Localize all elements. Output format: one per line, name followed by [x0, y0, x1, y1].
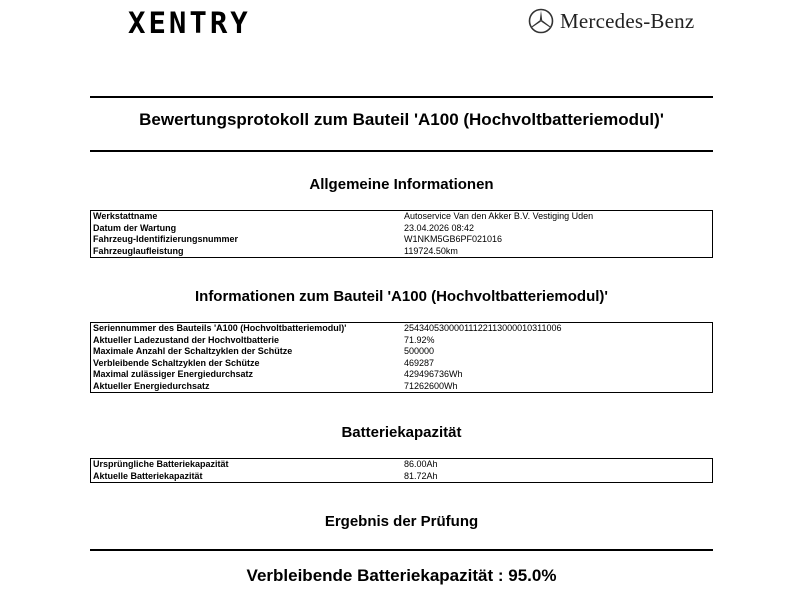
- table-row: [91, 323, 713, 335]
- row-label: Aktuelle Batteriekapazität: [93, 470, 203, 481]
- table-row: [91, 346, 713, 358]
- row-label: Aktueller Ladezustand der Hochvoltbatterie: [93, 334, 280, 345]
- row-value: Autoservice Van den Akker B.V. Vestiging Uden: [404, 211, 594, 221]
- section-title-result: Ergebnis der Prüfung: [324, 513, 479, 530]
- divider-title-bottom: [90, 150, 713, 152]
- table-row: [91, 335, 713, 347]
- result-summary: Verbleibende Batteriekapazität : 95.0%: [246, 566, 557, 585]
- document-title: Bewertungsprotokoll zum Bauteil 'A100 (Hochvoltbatteriemodul)': [139, 110, 664, 129]
- table-row: [91, 459, 713, 471]
- row-label: Fahrzeug-Identifizierungsnummer: [93, 234, 239, 244]
- row-value: 86.00Ah: [404, 459, 438, 469]
- row-value: 71.92%: [404, 334, 435, 345]
- table-row: [91, 358, 713, 370]
- table-row: [91, 246, 713, 258]
- row-value: 119724.50km: [404, 245, 458, 256]
- row-label: Datum der Wartung: [93, 222, 177, 233]
- general-info-table: [90, 210, 713, 258]
- component-info-table: [90, 322, 713, 393]
- row-value: 81.72Ah: [404, 470, 438, 481]
- table-row: [91, 471, 713, 483]
- row-label: Maximal zulässiger Energiedurchsatz: [93, 369, 254, 379]
- row-label: Werkstattname: [93, 211, 158, 221]
- divider-top: [90, 96, 713, 98]
- row-label: Verbleibende Schaltzyklen der Schütze: [93, 357, 260, 368]
- section-title-component: Informationen zum Bauteil 'A100 (Hochvoltbatteriemodul)': [194, 288, 608, 305]
- row-value: 25434053000011122113000010311006: [404, 323, 562, 333]
- row-label: Aktueller Energiedurchsatz: [93, 380, 210, 391]
- divider-result: [90, 549, 713, 551]
- row-value: 23.04.2026 08:42: [404, 222, 475, 233]
- brand-name: Mercedes-Benz: [560, 8, 695, 33]
- section-title-capacity: Batteriekapazität: [341, 424, 462, 441]
- row-label: Seriennummer des Bauteils 'A100 (Hochvoltbatteriemodul)': [93, 323, 347, 333]
- table-row: [91, 211, 713, 223]
- row-value: 71262600Wh: [404, 380, 458, 391]
- row-value: 469287: [404, 357, 435, 368]
- mercedes-benz-logo: [528, 8, 694, 34]
- table-row: [91, 381, 713, 393]
- table-row: [91, 234, 713, 246]
- row-value: 429496736Wh: [404, 369, 463, 379]
- row-label: Ursprüngliche Batteriekapazität: [93, 459, 229, 469]
- mercedes-star-icon: [528, 8, 554, 34]
- row-label: Maximale Anzahl der Schaltzyklen der Schütze: [93, 346, 293, 356]
- section-title-general: Allgemeine Informationen: [309, 176, 494, 193]
- row-value: 500000: [404, 346, 435, 356]
- row-label: Fahrzeuglaufleistung: [93, 245, 184, 256]
- xentry-logo: XENTRY: [128, 6, 251, 40]
- capacity-info-table: [90, 458, 713, 483]
- table-row: [91, 369, 713, 381]
- row-value: W1NKM5GB6PF021016: [404, 234, 503, 244]
- table-row: [91, 223, 713, 235]
- page-header: [0, 0, 800, 60]
